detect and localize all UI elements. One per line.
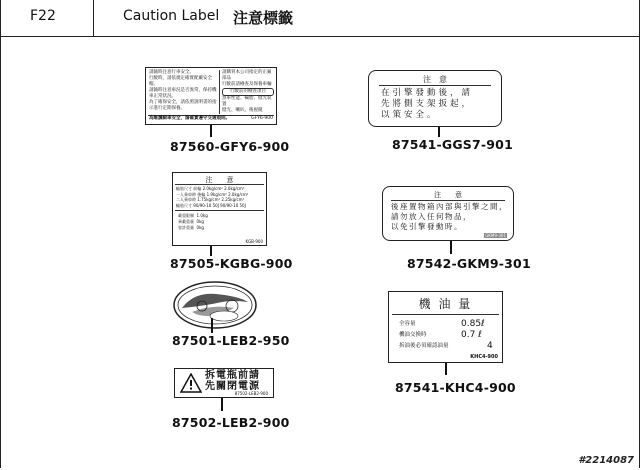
label6-table: 全容量 0.85ℓ 機油交換時 0.7 ℓ 拆油後必須確認油量 4 [399,319,493,351]
label2-heading: 注 意 [423,75,447,84]
label-87501-leb2-950 [172,280,258,330]
label6-heading: 機 油 量 [418,297,473,311]
part-number: 87501-LEB2-950 [172,333,290,348]
label-87541-ggs7-901 [368,70,502,127]
label4-text: 後座置物箱內部與引擎之間， 請勿放入任何物品， 以免引擎發動時。 [391,202,508,231]
label7-code: 87502-LEB2-900 [234,391,268,396]
label1-code: GFY6-900 [251,116,273,121]
label-87502-leb2-900 [174,368,274,398]
page-title-zh: 注意標籤 [233,9,294,27]
oval-emblem-graphic [172,280,258,330]
part-number: 87505-KGBG-900 [170,256,293,271]
label-87541-khc4-900 [388,291,503,363]
label3-bottom: 載重限制 1.0kg 乘載重量 0kg 容許重量 0kg [178,213,208,230]
label1-left-text: 請隨時注意行車安全。 行駛時，請依規定確實配戴安全帽。 請隨時注意車況是否異常，保持機車正常狀況。 為了確保安全，請依照說明書的指示進行定期保養。 [149,70,217,111]
label3-table: 輪胎尺寸 前輪 2.0kg/cm² 2.0kg/cm² 一人乘車時 後輪 1.9kg/cm² 2.0kg/cm² 二人乘車時 1.75kg/cm² 2.25kg/cm² 輪胎尺寸 90/90-10 50J 90/90-10 50J [176,186,249,208]
section-code: F22 [30,8,56,24]
label-87560-gfy6-900 [145,67,277,125]
label3-code: KGB-900 [245,239,263,244]
label7-text: 拆電瓶前請 先關閉電源 [205,370,260,392]
label-87505-kgbg-900 [172,172,267,246]
page-title: Caution Label [123,8,220,24]
part-number: 87560-GFY6-900 [170,139,290,154]
header-divider [93,0,94,36]
label1-right-text: 請購買本公司指定的正廠部品 行駛前請檢查及保養車輛 行駛前的檢查項目 煞車性能、輪胎、燈光裝置 燈光、喇叭、後視鏡 [222,70,274,114]
label4-heading: 注 意 [434,191,462,199]
label-87542-gkm9-301 [382,186,514,241]
label6-code: KHC4-900 [470,354,498,360]
part-number: 87502-LEB2-900 [172,415,290,430]
part-number: 87541-KHC4-900 [395,380,516,395]
warning-triangle-icon [180,373,202,393]
part-number: 87541-GGS7-901 [392,137,513,152]
label1-footer: 為維護騎車安全，請確實遵守交通規則。 [149,116,230,121]
label3-heading: 注 意 [205,176,234,184]
part-number: 87542-GKM9-301 [407,256,531,271]
watermark-id: #2214087 [578,455,634,466]
label4-code: GKM9-301 [485,233,506,238]
page-header [0,0,640,37]
label2-text: 在引擎發動後，請 先將側支架扳起， 以策安全。 [381,88,474,120]
